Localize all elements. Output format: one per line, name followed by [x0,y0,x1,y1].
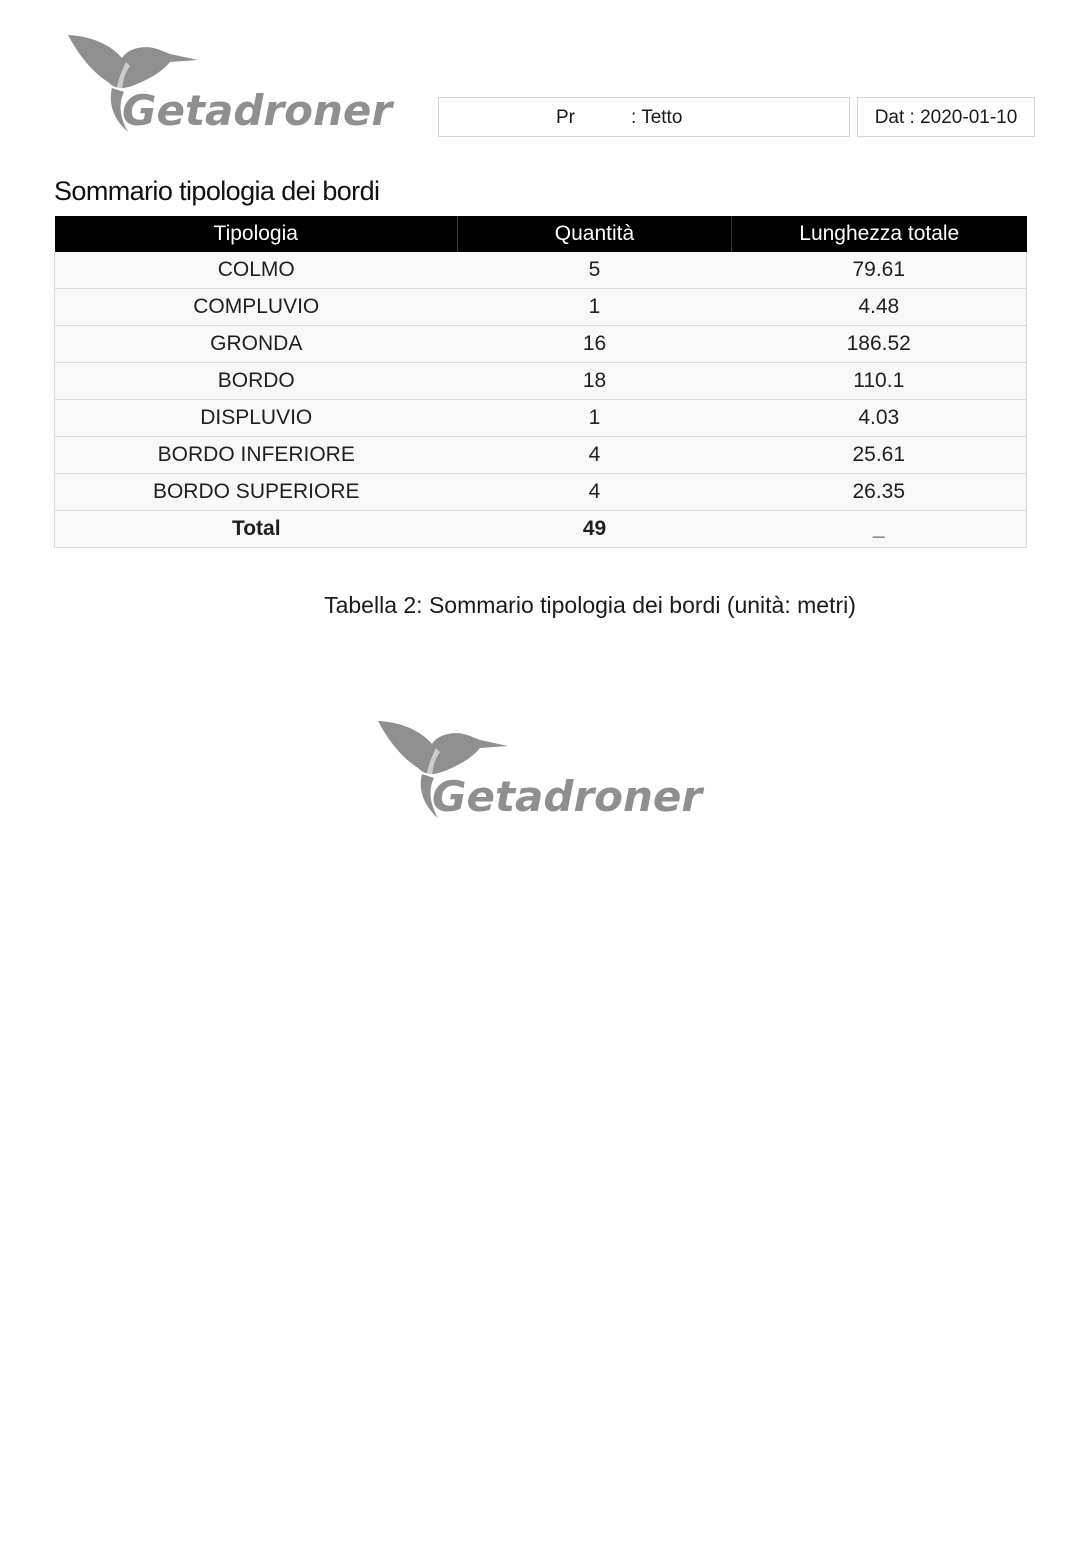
table-row [55,252,1027,289]
total-lunghezza: _ [732,511,1027,548]
svg-text:Getadroner: Getadroner [122,86,393,134]
cell-tipologia: BORDO [55,363,458,400]
cell-lunghezza: 186.52 [732,326,1027,363]
project-label: Pr [556,107,575,128]
cell-quantita: 16 [458,326,732,363]
hummingbird-logo-icon [62,30,406,134]
cell-quantita: 5 [458,252,732,289]
cell-quantita: 4 [458,474,732,511]
cell-quantita: 18 [458,363,732,400]
cell-lunghezza: 79.61 [732,252,1027,289]
total-label: Total [55,511,458,548]
cell-quantita: 4 [458,437,732,474]
edge-summary-table [54,216,1027,548]
project-box [438,97,850,137]
table-row [55,289,1027,326]
cell-lunghezza: 110.1 [732,363,1027,400]
project-value: : Tetto [631,107,683,128]
cell-tipologia: COMPLUVIO [55,289,458,326]
cell-tipologia: BORDO INFERIORE [55,437,458,474]
table-total-row [55,511,1027,548]
cell-lunghezza: 4.03 [732,400,1027,437]
cell-quantita: 1 [458,289,732,326]
table-row [55,363,1027,400]
hummingbird-logo-icon [372,716,716,820]
table-row [55,437,1027,474]
table-row [55,474,1027,511]
date-label: Dat [874,107,905,128]
cell-tipologia: DISPLUVIO [55,400,458,437]
cell-lunghezza: 26.35 [732,474,1027,511]
cell-lunghezza: 25.61 [732,437,1027,474]
total-quantita: 49 [458,511,732,548]
company-logo [62,30,406,134]
company-logo-watermark [372,716,716,820]
date-box [857,97,1035,137]
cell-tipologia: GRONDA [55,326,458,363]
table-header-row [55,216,1027,252]
svg-text:Getadroner: Getadroner [432,772,703,820]
column-header: Quantità [458,216,732,252]
cell-tipologia: BORDO SUPERIORE [55,474,458,511]
section-title: Sommario tipologia dei bordi [54,176,380,206]
column-header: Tipologia [55,216,458,252]
cell-tipologia: COLMO [55,252,458,289]
column-header: Lunghezza totale [732,216,1027,252]
cell-quantita: 1 [458,400,732,437]
date-value: : 2020-01-10 [909,107,1018,128]
cell-lunghezza: 4.48 [732,289,1027,326]
table-row [55,326,1027,363]
table-caption: Tabella 2: Sommario tipologia dei bordi (unità: metri) [324,592,856,618]
table-row [55,400,1027,437]
